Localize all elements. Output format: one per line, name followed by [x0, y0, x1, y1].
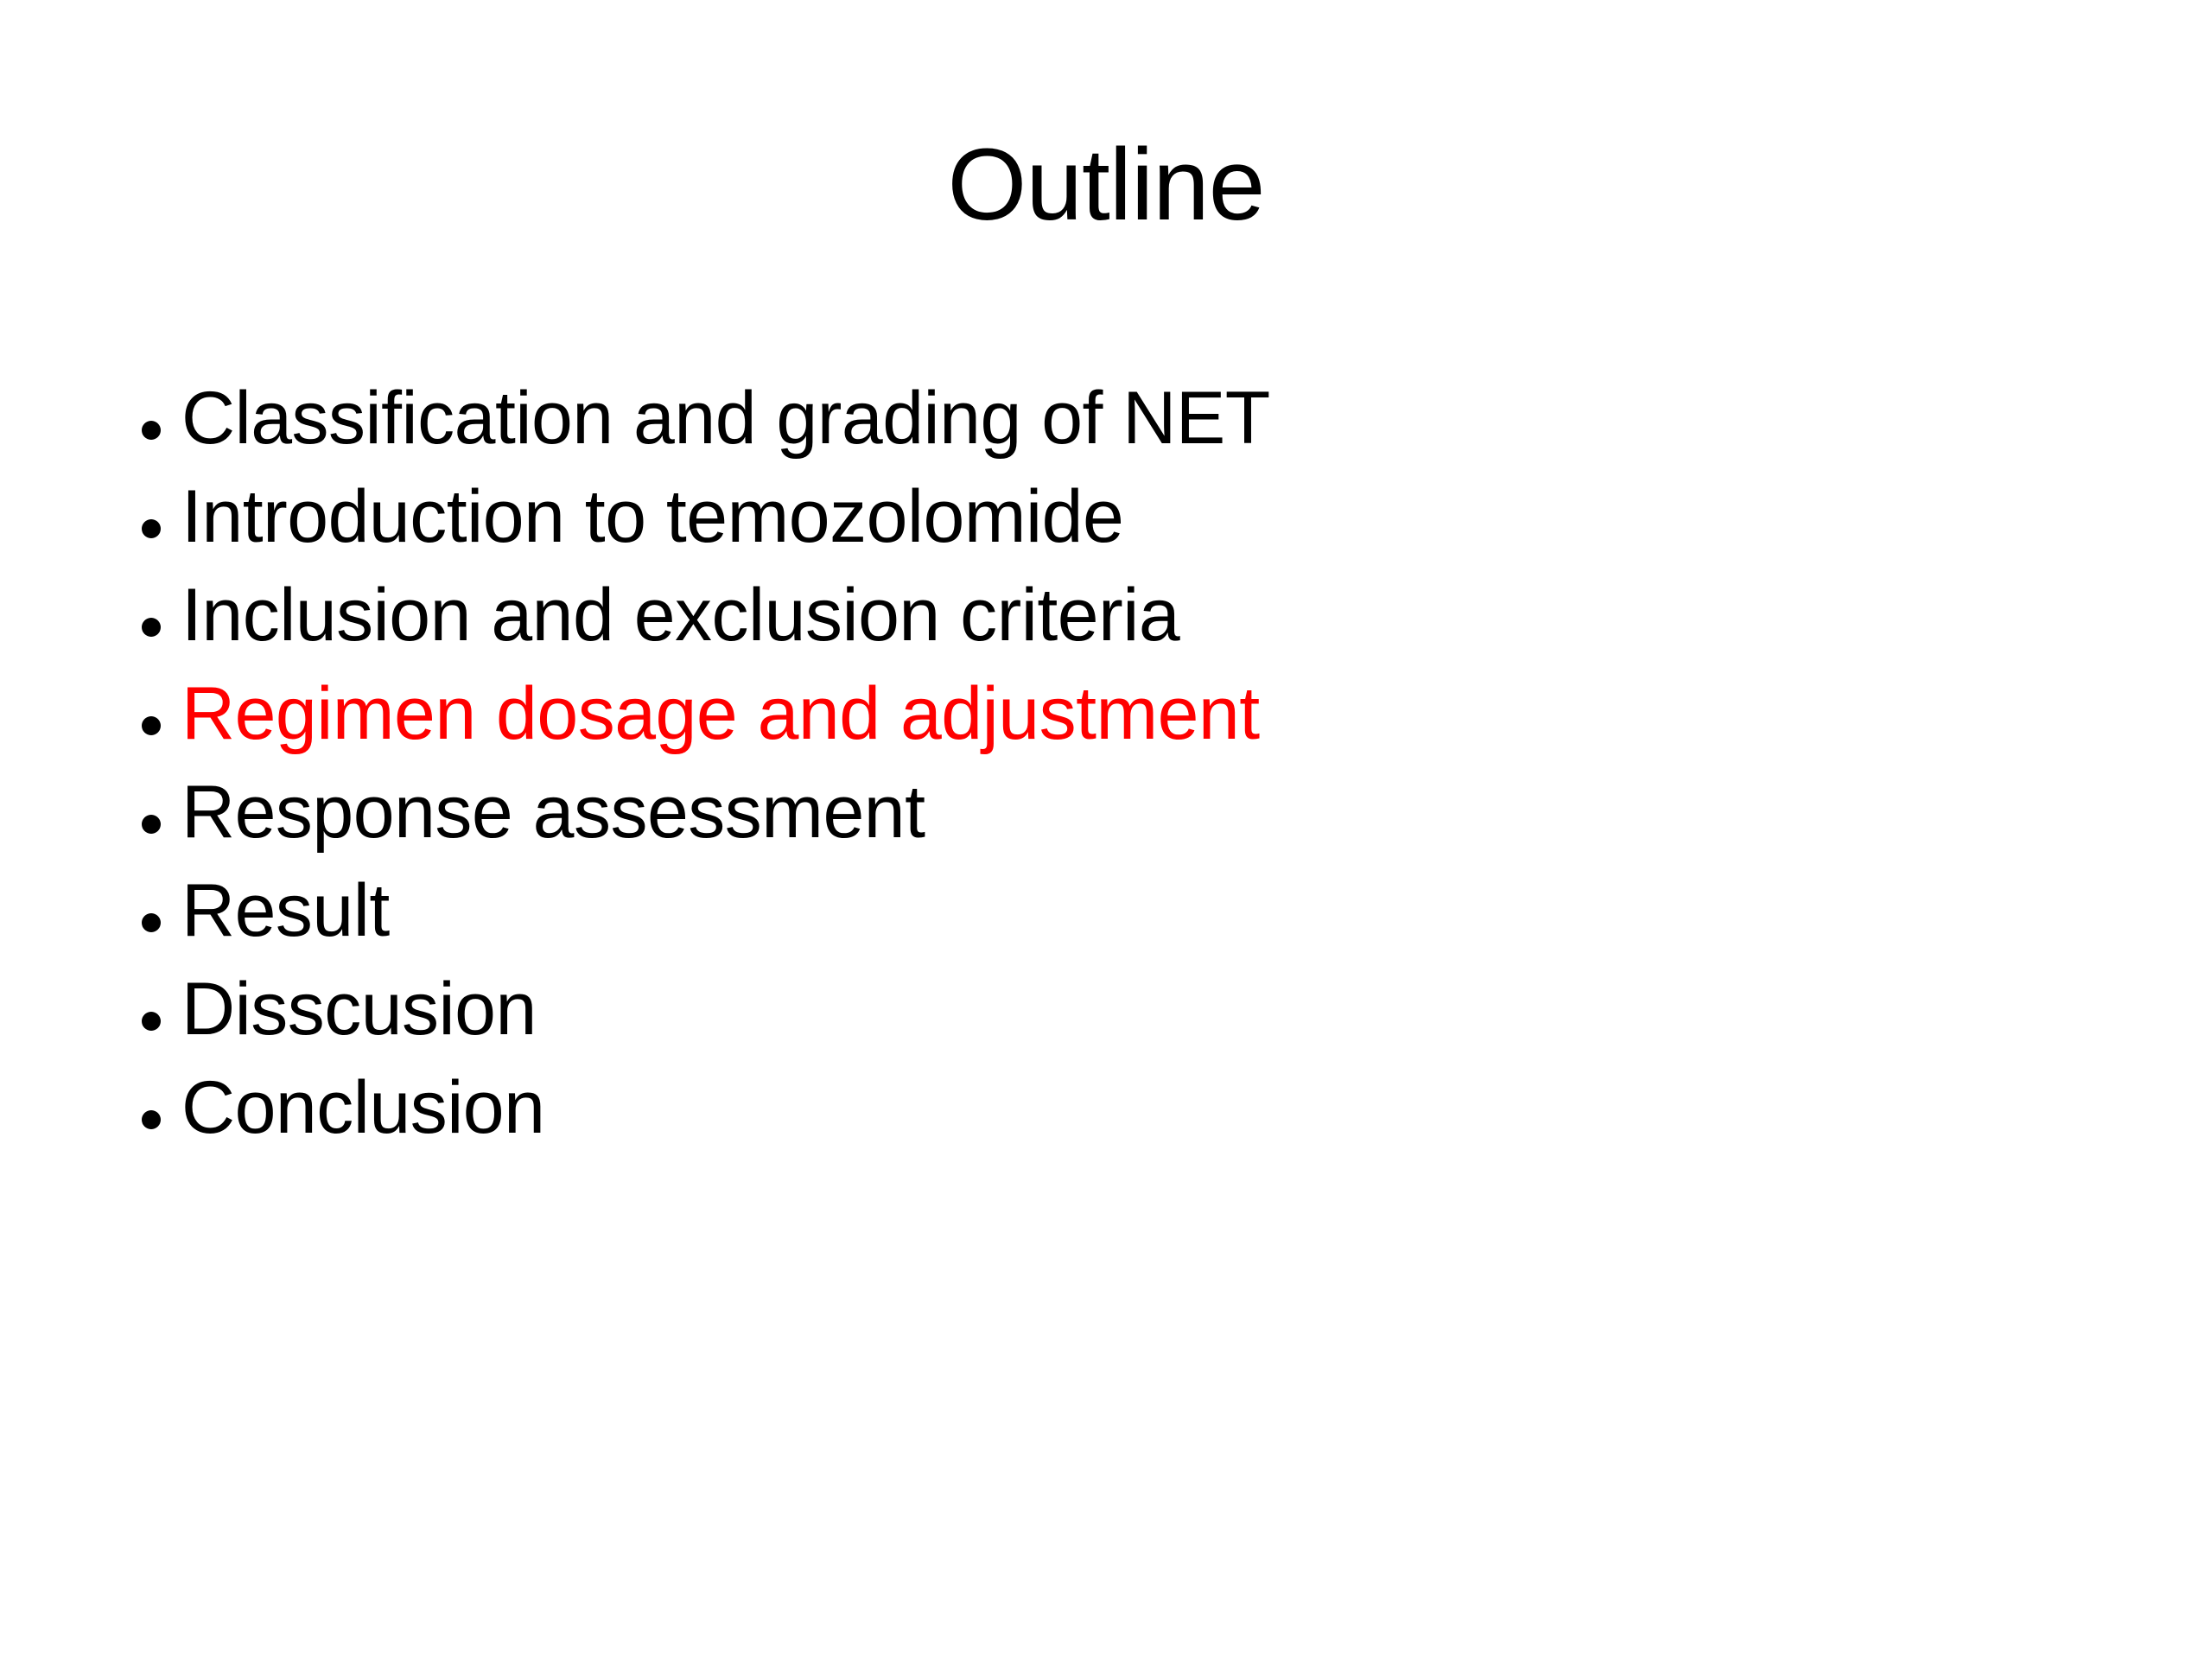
bullet-icon — [121, 477, 181, 556]
list-item — [121, 378, 2022, 458]
list-item-label: Inclusion and exclusion criteria — [181, 574, 1180, 657]
bullet-icon — [121, 1068, 181, 1147]
list-item-label: Introduction to temozolomide — [181, 475, 1124, 558]
list-item — [121, 575, 2022, 655]
list-item-label: Response assessment — [181, 771, 925, 854]
outline-list — [121, 378, 2022, 1166]
page-title: Outline — [947, 128, 1265, 242]
bullet-icon — [121, 674, 181, 753]
list-item — [121, 969, 2022, 1049]
list-item — [121, 1068, 2022, 1147]
list-item-label: Disscusion — [181, 968, 537, 1051]
list-item — [121, 477, 2022, 556]
list-item-highlighted — [121, 674, 2022, 753]
list-item-label: Conclusion — [181, 1066, 545, 1149]
list-item — [121, 871, 2022, 950]
list-item-label: Classification and grading of NET — [181, 377, 1270, 460]
bullet-icon — [121, 575, 181, 655]
bullet-icon — [121, 969, 181, 1049]
bullet-icon — [121, 871, 181, 950]
list-item-label: Result — [181, 869, 390, 952]
bullet-icon — [121, 772, 181, 852]
list-item — [121, 772, 2022, 852]
list-item-label: Regimen dosage and adjustment — [181, 672, 1260, 755]
bullet-icon — [121, 378, 181, 458]
